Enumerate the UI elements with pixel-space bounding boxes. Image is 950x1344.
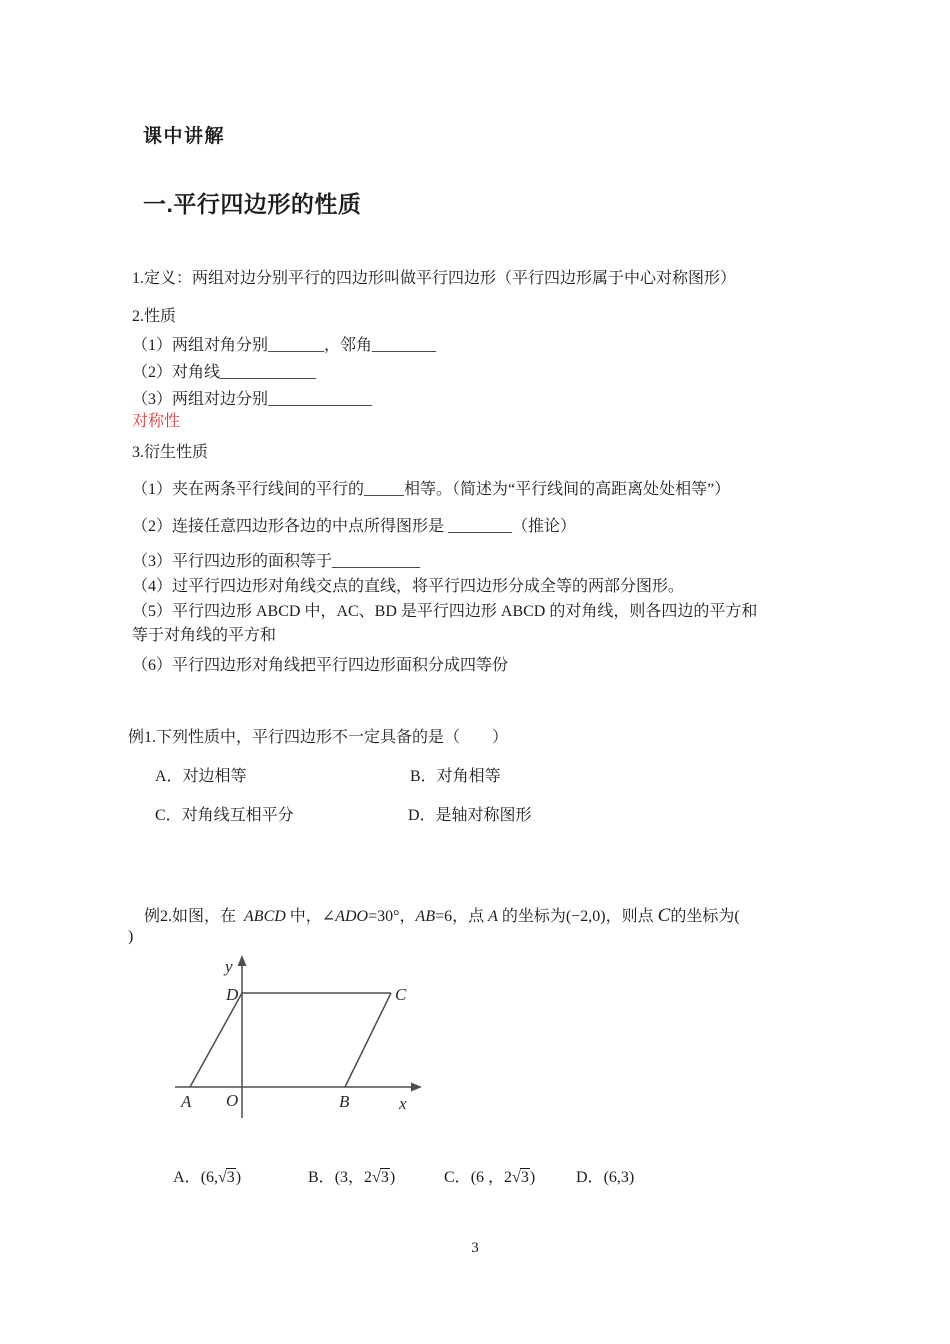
ex2-seg-text: 的坐标为( xyxy=(670,908,740,925)
derived-2-blank: （2）连接任意四边形各边的中点所得图形是 ________（推论） xyxy=(132,518,577,535)
ex2-point-c: C xyxy=(657,905,671,926)
option-letter: C． xyxy=(444,1169,471,1186)
option-letter: A． xyxy=(173,1169,201,1186)
section-heading: 一.平行四边形的性质 xyxy=(143,191,362,217)
example1-option-b: B．对角相等 xyxy=(410,768,501,785)
property-2-blank: （2）对角线____________ xyxy=(132,364,317,381)
ex2-seg-text: 中， xyxy=(285,908,322,925)
page-number: 3 xyxy=(471,1240,479,1256)
x-axis-arrow-icon xyxy=(411,1083,422,1092)
ex2-seg-text: ，则点 xyxy=(605,908,658,925)
radicand: 3 xyxy=(226,1169,235,1186)
lecture-heading: 课中讲解 xyxy=(143,126,226,147)
point-a-label: A xyxy=(181,1092,192,1111)
option-value: (6 ，2 xyxy=(470,1169,513,1186)
example2-closing-paren: ) xyxy=(128,928,134,945)
example1-option-d: D．是轴对称图形 xyxy=(408,807,532,824)
origin-label: O xyxy=(226,1091,239,1110)
option-value-end: ) xyxy=(389,1169,396,1186)
ex2-seg-text: =30°， xyxy=(368,908,416,925)
y-axis-arrow-icon xyxy=(238,955,247,966)
properties-title: 2.性质 xyxy=(132,308,177,325)
radicand: 3 xyxy=(520,1169,529,1186)
point-c-label: C xyxy=(395,985,407,1004)
option-value: (3，2 xyxy=(334,1169,373,1186)
radicand: 3 xyxy=(380,1169,389,1186)
option-value: (6,3) xyxy=(603,1169,635,1186)
derived-3-blank: （3）平行四边形的面积等于___________ xyxy=(132,553,421,570)
symmetry-note: 对称性 xyxy=(132,413,181,430)
derived-6-text: （6）平行四边形对角线把平行四边形面积分成四等份 xyxy=(132,657,509,674)
ex2-coord-a: (−2,0) xyxy=(565,908,606,925)
ex2-seg-text: 的坐标为 xyxy=(497,908,566,925)
property-3-blank: （3）两组对边分别_____________ xyxy=(132,391,373,408)
example1-option-c: C．对角线互相平分 xyxy=(155,807,294,824)
example2-option-d xyxy=(560,1146,634,1209)
edge-bc xyxy=(345,993,391,1087)
edge-ad xyxy=(190,993,242,1087)
point-b-label: B xyxy=(339,1092,350,1111)
radical-sign: √ xyxy=(512,1169,520,1186)
x-axis-label: x xyxy=(399,1094,407,1113)
example2-stem xyxy=(128,884,740,948)
derived-5-continuation: 等于对角线的平方和 xyxy=(132,627,277,644)
ex2-seg-text: =6，点 xyxy=(435,908,489,925)
option-letter: D． xyxy=(576,1169,604,1186)
option-value: (6, xyxy=(200,1169,219,1186)
option-letter: B． xyxy=(308,1169,335,1186)
definition-text: 1.定义：两组对边分别平行的四边形叫做平行四边形（平行四边形属于中心对称图形） xyxy=(132,270,737,287)
example2-option-b xyxy=(292,1146,395,1209)
option-value-end: ) xyxy=(235,1169,242,1186)
ex2-seg-text: 例2.如图，在 xyxy=(144,908,245,925)
derived-title: 3.衍生性质 xyxy=(132,444,209,461)
derived-4-text: （4）过平行四边形对角线交点的直线，将平行四边形分成全等的两部分图形。 xyxy=(132,578,685,595)
option-value-end: ) xyxy=(529,1169,536,1186)
ex2-side-ab: AB xyxy=(415,908,436,925)
example1-option-a: A．对边相等 xyxy=(155,768,247,785)
derived-5-text: （5）平行四边形 ABCD 中，AC、BD 是平行四边形 ABCD 的对角线，则各四边的平方和 xyxy=(132,603,758,620)
example2-option-c xyxy=(428,1146,535,1209)
derived-1-blank: （1）夹在两条平行线间的平行的_____相等。（简述为“平行线间的高距离处处相等”） xyxy=(132,481,731,498)
example2-option-a xyxy=(158,1146,241,1209)
radical-sign: √ xyxy=(372,1169,380,1186)
ex2-parallelogram-name: ABCD xyxy=(244,908,286,925)
radical-sign: √ xyxy=(218,1169,226,1186)
parallelogram-coordinate-figure xyxy=(163,950,433,1128)
point-d-label: D xyxy=(226,985,239,1004)
ex2-angle-ado: ∠ADO xyxy=(321,908,369,925)
example1-stem: 例1.下列性质中，平行四边形不一定具备的是（ ） xyxy=(128,729,509,746)
ex2-point-a: A xyxy=(488,908,498,925)
property-1-blank: （1）两组对角分别_______，邻角________ xyxy=(132,337,437,354)
y-axis-label: y xyxy=(225,957,233,976)
